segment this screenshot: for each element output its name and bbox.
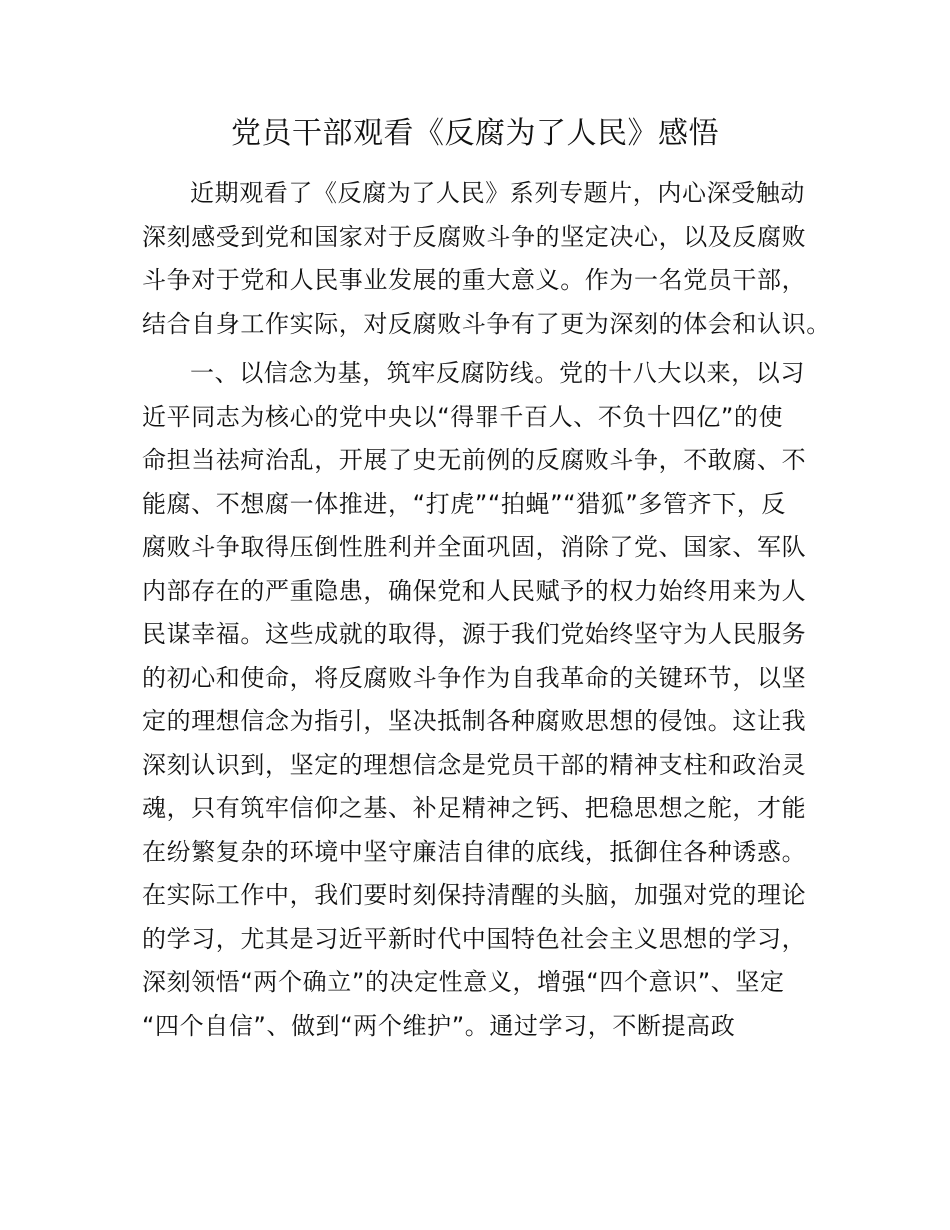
text-line: 的学习，尤其是习近平新时代中国特色社会主义思想的学习， [142, 924, 807, 953]
text-line: 命担当祛疴治乱，开展了史无前例的反腐败斗争，不敢腐、不 [142, 446, 807, 474]
text-line: 近平同志为核心的党中央以“得罪千百人、不负十四亿”的使 [142, 402, 784, 431]
text-line: 内部存在的严重隐患，确保党和人民赋予的权力始终用来为人 [142, 576, 807, 605]
text-line: 在实际工作中，我们要时刻保持清醒的头脑，加强对党的理论 [142, 881, 807, 909]
paragraph-intro [142, 172, 831, 346]
document-title: 党员干部观看《反腐为了人民》感悟 [231, 116, 719, 151]
text-line: 能腐、不想腐一体推进，“打虎”“拍蝇”“猎狐”多管齐下，反 [142, 489, 786, 518]
paragraph-section-one [142, 352, 822, 1048]
text-line: 斗争对于党和人民事业发展的重大意义。作为一名党员干部， [142, 266, 807, 294]
text-line: 深刻领悟“两个确立”的决定性意义，增强“四个意识”、坚定 [142, 968, 785, 996]
text-line: 在纷繁复杂的环境中坚守廉洁自律的底线，抵御住各种诱惑。 [142, 837, 807, 866]
text-line: 定的理想信念为指引，坚决抵制各种腐败思想的侵蚀。这让我 [142, 707, 807, 735]
text-line: 魂，只有筑牢信仰之基、补足精神之钙、把稳思想之舵，才能 [142, 794, 807, 822]
text-line: 腐败斗争取得压倒性胜利并全面巩固，消除了党、国家、军队 [142, 533, 807, 561]
text-line: 结合自身工作实际，对反腐败斗争有了更为深刻的体会和认识。 [142, 309, 831, 338]
text-line: 深刻认识到，坚定的理想信念是党员干部的精神支柱和政治灵 [142, 750, 807, 779]
text-line: 民谋幸福。这些成就的取得，源于我们党始终坚守为人民服务 [142, 620, 807, 648]
text-line: 一、以信念为基，筑牢反腐防线。党的十八大以来，以习 [190, 359, 805, 387]
text-line: 的初心和使命，将反腐败斗争作为自我革命的关键环节，以坚 [142, 663, 807, 692]
text-line: “四个自信”、做到“两个维护”。通过学习，不断提高政 [142, 1011, 736, 1040]
text-line: 近期观看了《反腐为了人民》系列专题片，内心深受触动 [190, 179, 805, 207]
text-line: 深刻感受到党和国家对于反腐败斗争的坚定决心，以及反腐败 [142, 222, 807, 251]
